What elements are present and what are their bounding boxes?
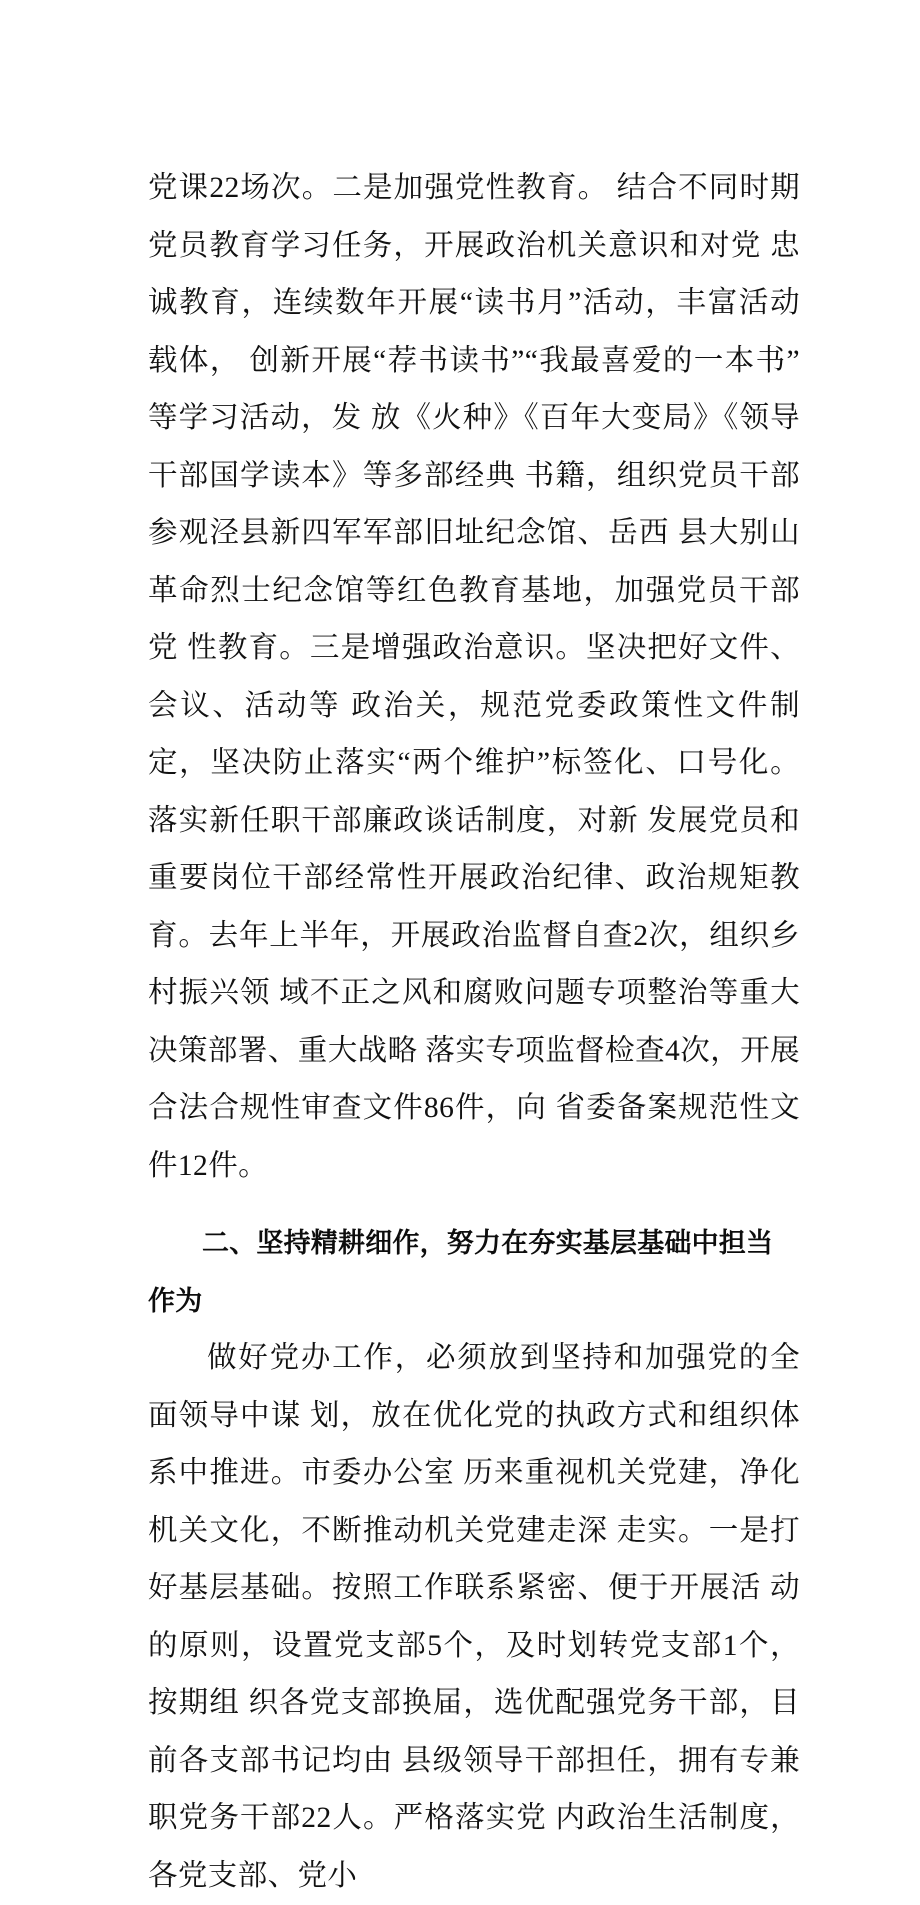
body-paragraph-1: 党课22场次。二是加强党性教育。 结合不同时期党员教育学习任务，开展政治机关意识和对党 忠诚教育，连续数年开展“读书月”活动，丰富活动载体， 创新开展“荐书读书”“我最喜爱的一本书”等学习活动，发 放《火种》《百年大变局》《领导干部国学读本》等多部经典 书籍，组织党员干部参观泾县新四军军部旧址纪念馆、岳西 县大别山革命烈士纪念馆等红色教育基地，加强党员干部党 性教育。三是增强政治意识。坚决把好文件、会议、活动等 政治关，规范党委政策性文件制定，坚决防止落实“两个维护”标签化、口号化。落实新任职干部廉政谈话制度，对新 发展党员和重要岗位干部经常性开展政治纪律、政治规矩教 育。去年上半年，开展政治监督自查2次，组织乡村振兴领 域不正之风和腐败问题专项整治等重大决策部署、重大战略 落实专项监督检查4次，开展合法合规性审查文件86件，向 省委备案规范性文件12件。 (148, 172, 808, 1182)
document-text-column (148, 160, 808, 1905)
body-paragraph-2: 做好党办工作，必须放到坚持和加强党的全面领导中谋 划，放在优化党的执政方式和组织体系中推进。市委办公室 历来重视机关党建，净化机关文化，不断推动机关党建走深 走实。一是打好基层基础。按照工作联系紧密、便于开展活 动的原则，设置党支部5个，及时划转党支部1个，按期组 织各党支部换届，选优配强党务干部，目前各支部书记均由 县级领导干部担任，拥有专兼职党务干部22人。严格落实党 内政治生活制度，各党支部、党小 (148, 1342, 800, 1892)
heading-spacer (148, 1195, 800, 1215)
section-heading-two: 二、坚持精耕细作，努力在夯实基层基础中担当作为 (148, 1228, 774, 1316)
